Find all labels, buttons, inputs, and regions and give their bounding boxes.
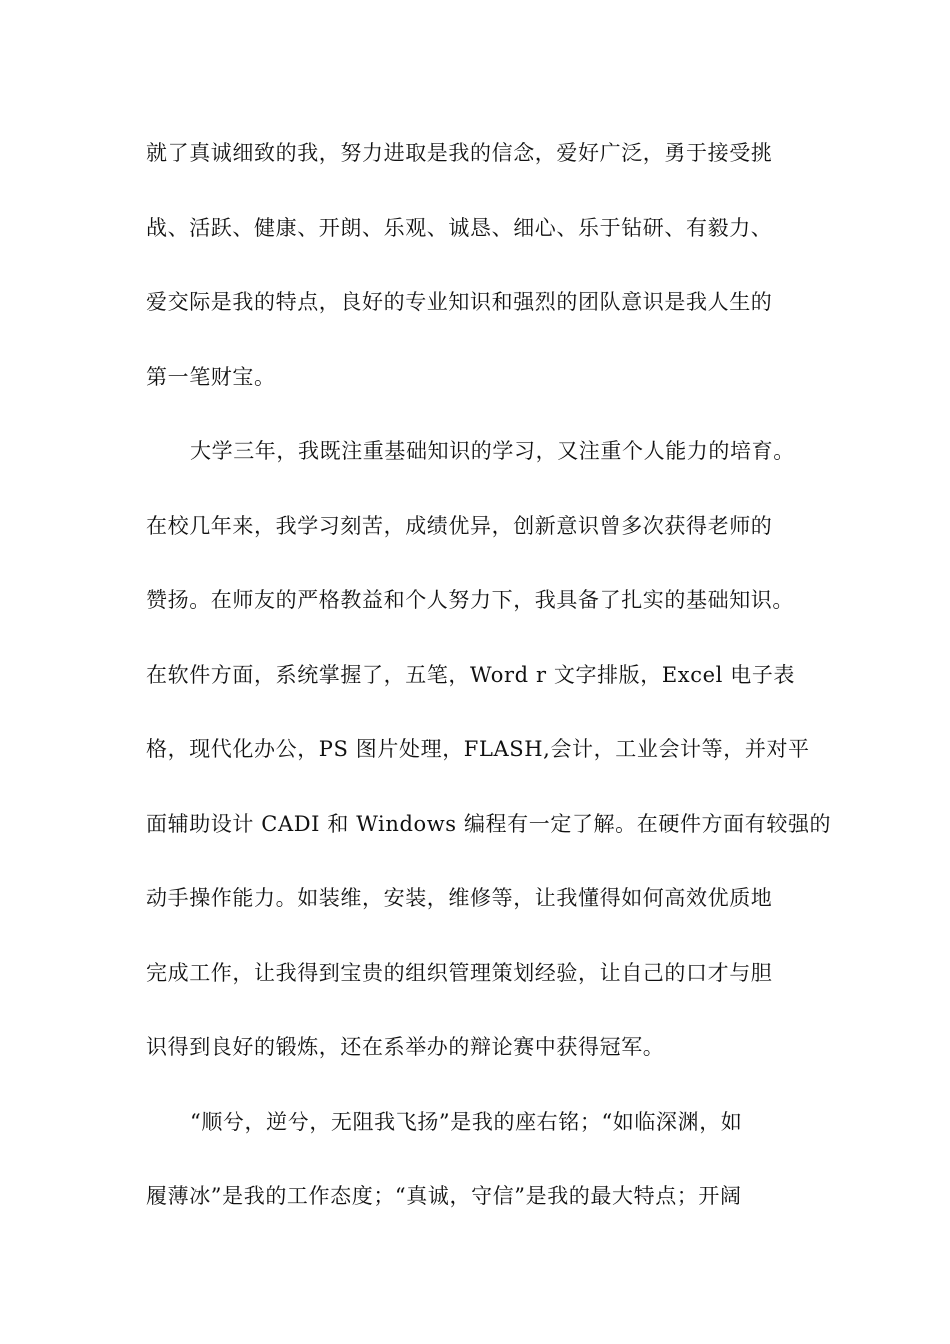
text-line: 战、活跃、健康、开朗、乐观、诚恳、细心、乐于钻研、有毅力、 <box>146 215 773 240</box>
text-line: 面辅助设计 CADI 和 Windows 编程有一定了解。在硬件方面有较强的 <box>146 811 832 836</box>
text-line: 格，现代化办公，PS 图片处理，FLASH,会计，工业会计等，并对平 <box>146 737 810 761</box>
text-line: 第一笔财宝。 <box>146 364 276 389</box>
text-line: 就了真诚细致的我，努力进取是我的信念，爱好广泛，勇于接受挑 <box>146 141 773 165</box>
text-line: 爱交际是我的特点，良好的专业知识和强烈的团队意识是我人生的 <box>146 290 773 314</box>
paragraph-2 <box>146 426 832 1097</box>
paragraph-3 <box>146 1097 816 1246</box>
text-line: 大学三年，我既注重基础知识的学习，又注重个人能力的培育。 <box>190 439 795 463</box>
text-line: “顺兮，逆兮，无阻我飞扬”是我的座右铭；“如临深渊，如 <box>190 1109 743 1134</box>
text-line: 完成工作，让我得到宝贵的组织管理策划经验，让自己的口才与胆 <box>146 960 773 985</box>
text-line: 识得到良好的锻炼，还在系举办的辩论赛中获得冠军。 <box>146 1035 665 1059</box>
document-body <box>146 128 832 1246</box>
text-line: 动手操作能力。如装维，安装，维修等，让我懂得如何高效优质地 <box>146 886 773 910</box>
paragraph-1 <box>146 128 816 426</box>
text-line: 在校几年来，我学习刻苦，成绩优异，创新意识曾多次获得老师的 <box>146 513 773 538</box>
text-line: 履薄冰”是我的工作态度；“真诚，守信”是我的最大特点；开阔 <box>146 1184 742 1208</box>
text-line: 在软件方面，系统掌握了，五笔，Word r 文字排版，Excel 电子表 <box>146 662 796 687</box>
text-line: 赞扬。在师友的严格教益和个人努力下，我具备了扎实的基础知识。 <box>146 588 794 612</box>
